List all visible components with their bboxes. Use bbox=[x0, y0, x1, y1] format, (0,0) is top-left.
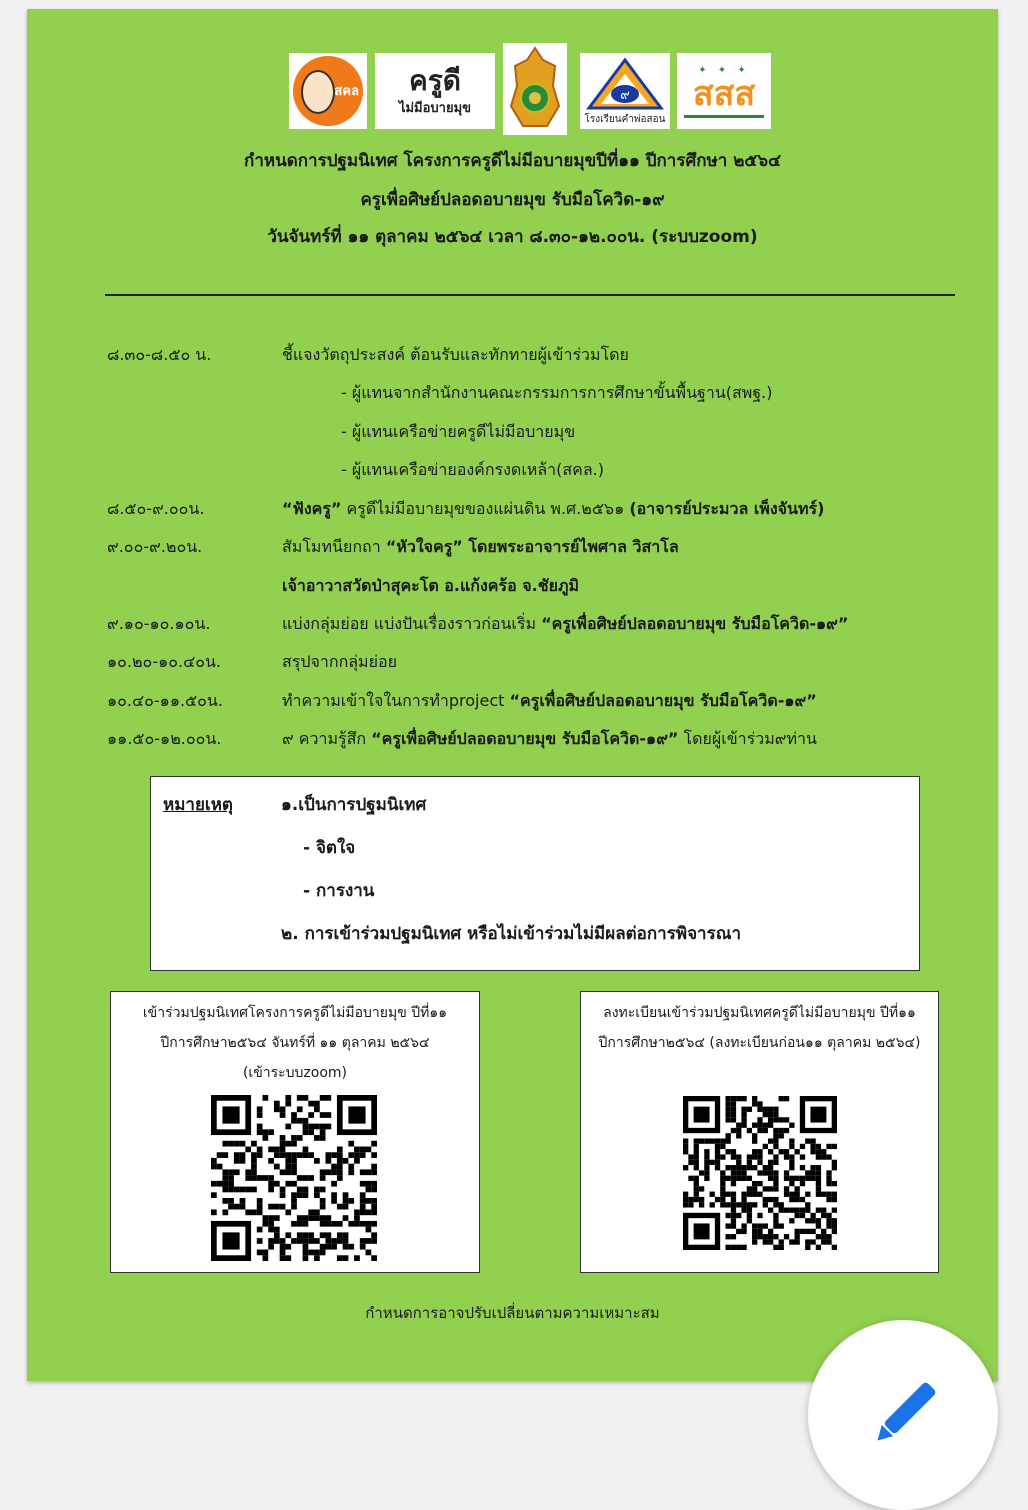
logo-strip bbox=[27, 43, 998, 138]
schedule-desc-4-bold: “ครูเพื่อศิษย์ปลอดอบายมุข รับมือโควิด-๑๙” bbox=[541, 614, 849, 633]
zoom-qr-caption-2: ปีการศึกษา๒๕๖๔ จันทร์ที่ ๑๑ ตุลาคม ๒๕๖๔ bbox=[160, 1035, 430, 1051]
schedule-desc-2-text: ครูดีไม่มีอบายมุขของแผ่นดิน พ.ศ.๒๕๖๑ bbox=[341, 499, 630, 518]
schedule-desc-3-cont: เจ้าอาวาสวัดป่าสุคะโต อ.แก้งคร้อ จ.ชัยภูมิ bbox=[282, 576, 580, 595]
schedule-time-3: ๙.๐๐-๙.๒๐น. bbox=[107, 537, 203, 556]
schedule-desc-6 bbox=[282, 689, 817, 714]
notes-item-1: ๑.เป็นการปฐมนิเทศ bbox=[281, 795, 427, 815]
registration-qr-code[interactable] bbox=[683, 1096, 837, 1250]
edit-fab-button[interactable] bbox=[808, 1320, 998, 1510]
svg-text:๙: ๙ bbox=[620, 87, 630, 103]
poster-page bbox=[27, 9, 998, 1381]
schedule-desc-7 bbox=[282, 727, 817, 752]
schedule-sub-3: - ผู้แทนเครือข่ายองค์กรงดเหล้า(สคล.) bbox=[341, 460, 604, 479]
thaihealth-logo: ✦ ✦ ✦ สสส bbox=[677, 53, 771, 129]
schedule-desc-4-text: แบ่งกลุ่มย่อย แบ่งปันเรื่องราวก่อนเริ่ม bbox=[282, 614, 542, 633]
zoom-qr-caption-3: (เข้าระบบzoom) bbox=[242, 1065, 348, 1081]
schedule-desc-2 bbox=[282, 497, 824, 522]
schedule-desc-6-bold: “ครูเพื่อศิษย์ปลอดอบายมุข รับมือโควิด-๑๙” bbox=[509, 691, 817, 710]
zoom-qr-code[interactable] bbox=[211, 1095, 377, 1261]
schedule-time-5: ๑๐.๒๐-๑๐.๔๐น. bbox=[107, 652, 221, 671]
kru-dee-logo: ครูดี ไม่มีอบายมุข bbox=[375, 53, 495, 129]
schedule-desc-4 bbox=[282, 612, 848, 637]
registration-qr-card bbox=[580, 991, 939, 1273]
ministry-emblem-logo bbox=[503, 43, 567, 135]
school-logo: ๙ โรงเรียนคำพ่อสอน bbox=[580, 53, 670, 129]
schedule-sub-1: - ผู้แทนจากสำนักงานคณะกรรมการการศึกษาขั้นพื้นฐาน(สพฐ.) bbox=[341, 383, 773, 402]
schedule-desc-3 bbox=[282, 535, 679, 560]
footer-note: กำหนดการอาจปรับเปลี่ยนตามความเหมาะสม bbox=[365, 1304, 660, 1322]
schedule-time-2: ๘.๕๐-๙.๐๐น. bbox=[107, 499, 205, 518]
schedule-desc-7-bold: “ครูเพื่อศิษย์ปลอดอบายมุข รับมือโควิด-๑๙” bbox=[371, 729, 679, 748]
notes-sub-2: - การงาน bbox=[303, 881, 375, 901]
sorkorlor-logo: สคล bbox=[289, 53, 367, 129]
notes-item-2: ๒. การเข้าร่วมปฐมนิเทศ หรือไม่เข้าร่วมไม่มีผลต่อการพิจารณา bbox=[281, 924, 742, 944]
registration-qr-caption-2: ปีการศึกษา๒๕๖๔ (ลงทะเบียนก่อน๑๑ ตุลาคม ๒๕๖๔) bbox=[598, 1035, 921, 1051]
schedule-desc-5: สรุปจากกลุ่มย่อย bbox=[282, 652, 397, 671]
zoom-qr-card bbox=[110, 991, 480, 1273]
schedule-desc-3-text: สัมโมทนียกถา bbox=[282, 537, 386, 556]
schedule-time-6: ๑๐.๔๐-๑๑.๕๐น. bbox=[107, 691, 223, 710]
header-title-line2: ครูเพื่อศิษย์ปลอดอบายมุข รับมือโควิด-๑๙ bbox=[360, 190, 665, 210]
schedule-time-7: ๑๑.๕๐-๑๒.๐๐น. bbox=[107, 729, 222, 748]
zoom-qr-caption-1: เข้าร่วมปฐมนิเทศโครงการครูดีไม่มีอบายมุข ปีที่๑๑ bbox=[142, 1005, 448, 1021]
schedule-desc-2-bold-a: “ฟังครู” bbox=[282, 499, 342, 518]
notes-box bbox=[150, 776, 920, 971]
schedule-time-4: ๙.๑๐-๑๐.๑๐น. bbox=[107, 614, 211, 633]
schedule-desc-6-text: ทำความเข้าใจในการทำproject bbox=[282, 691, 510, 710]
pencil-icon bbox=[863, 1375, 943, 1455]
notes-sub-1: - จิตใจ bbox=[303, 838, 356, 858]
schedule-time-1: ๘.๓๐-๘.๕๐ น. bbox=[107, 345, 212, 364]
schedule-desc-2-bold-b: (อาจารย์ประมวล เพ็งจันทร์) bbox=[629, 499, 825, 518]
schedule-desc-1: ชี้แจงวัตถุประสงค์ ต้อนรับและทักทายผู้เข้าร่วมโดย bbox=[282, 345, 629, 364]
header-title-line1: กำหนดการปฐมนิเทศ โครงการครูดีไม่มีอบายมุขปีที่๑๑ ปีการศึกษา ๒๕๖๔ bbox=[244, 151, 781, 171]
registration-qr-caption-1: ลงทะเบียนเข้าร่วมปฐมนิเทศครูดีไม่มีอบายมุข ปีที่๑๑ bbox=[603, 1005, 916, 1021]
divider-rule bbox=[105, 294, 955, 296]
schedule-desc-3-bold: “หัวใจครู” โดยพระอาจารย์ไพศาล วิสาโล bbox=[385, 537, 679, 556]
notes-label: หมายเหตุ bbox=[163, 795, 233, 815]
schedule-desc-7-text-b: โดยผู้เข้าร่วม๙ท่าน bbox=[678, 729, 817, 748]
header-date-line: วันจันทร์ที่ ๑๑ ตุลาคม ๒๕๖๔ เวลา ๘.๓๐-๑๒.๐๐น. (ระบบzoom) bbox=[267, 227, 758, 247]
schedule-sub-2: - ผู้แทนเครือข่ายครูดีไม่มีอบายมุข bbox=[341, 422, 576, 441]
schedule-desc-7-text: ๙ ความรู้สึก bbox=[282, 729, 372, 748]
